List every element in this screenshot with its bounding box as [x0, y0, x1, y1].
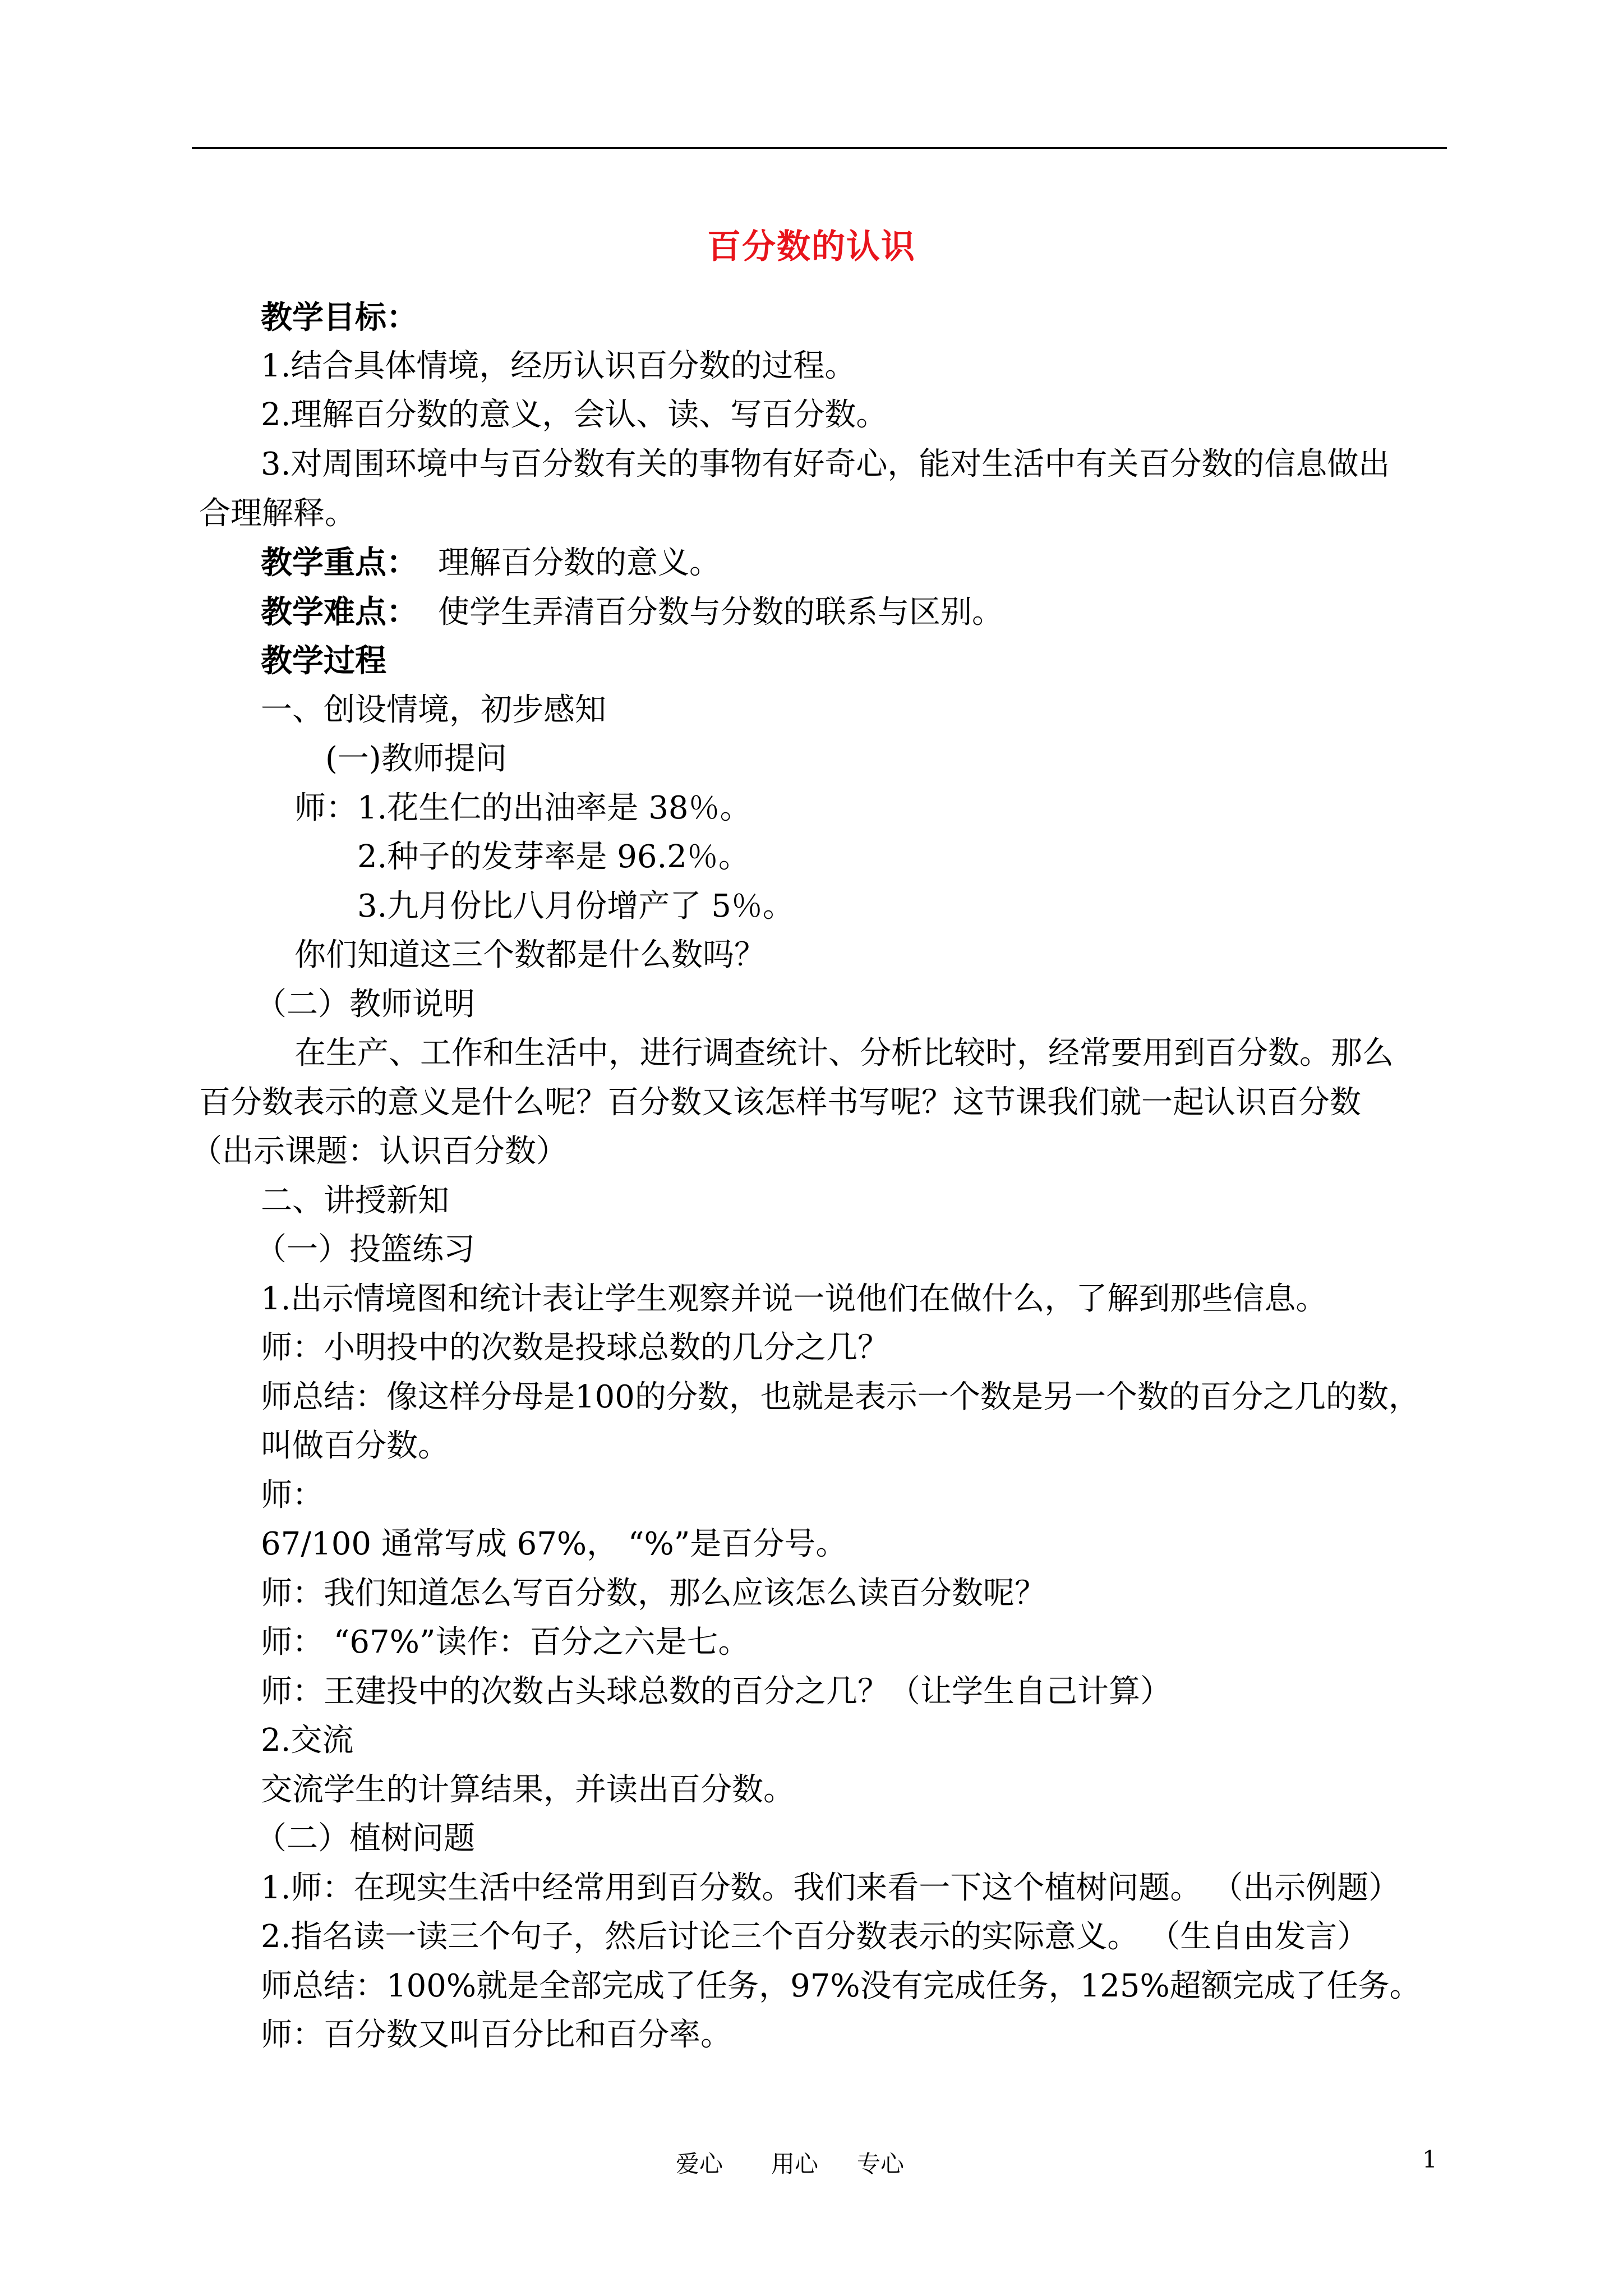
objective-item: 3.对周围环境中与百分数有关的事物有好奇心，能对生活中有关百分数的信息做出 — [261, 446, 1390, 482]
body-line: 在生产、工作和生活中，进行调查统计、分析比较时，经常要用到百分数。那么 — [294, 1035, 1394, 1071]
body-line: 你们知道这三个数都是什么数吗？ — [294, 937, 766, 973]
body-line: 3.九月份比八月份增产了 5％。 — [357, 888, 794, 924]
key-point-text: 理解百分数的意义。 — [438, 545, 721, 581]
body-line: 师：我们知道怎么写百分数，那么应该怎么读百分数呢？ — [261, 1575, 1046, 1612]
subsection-heading: （二）植树问题 — [255, 1820, 475, 1857]
body-line: 师总结：像这样分母是100的分数，也就是表示一个数是另一个数的百分之几的数， — [261, 1379, 1420, 1415]
body-line: 师总结：100%就是全部完成了任务，97%没有完成任务，125%超额完成了任务。 — [261, 1968, 1421, 2004]
body-line: 交流学生的计算结果，并读出百分数。 — [261, 1772, 795, 1808]
body-line: 师：1.花生仁的出油率是 38％。 — [294, 790, 751, 826]
body-line: 师：百分数又叫百分比和百分率。 — [261, 2017, 732, 2053]
body-line: 百分数表示的意义是什么呢？百分数又该怎样书写呢？这节课我们就一起认识百分数 — [199, 1084, 1361, 1121]
key-point-label: 教学重点： — [261, 544, 418, 581]
objective-item: 2.理解百分数的意义，会认、读、写百分数。 — [261, 397, 888, 433]
body-line: 2.种子的发芽率是 96.2％。 — [357, 839, 750, 875]
subsection-heading: （一）投篮练习 — [255, 1231, 475, 1268]
difficulty-label: 教学难点： — [261, 593, 418, 631]
footer-left: 爱心 — [676, 2150, 723, 2178]
body-line: 67/100 通常写成 67%， “%”是百分号。 — [261, 1526, 847, 1562]
difficulty-text: 使学生弄清百分数与分数的联系与区别。 — [438, 594, 1003, 631]
objectives-heading: 教学目标： — [261, 299, 418, 336]
key-point — [261, 544, 721, 581]
body-line: 师： — [261, 1477, 324, 1513]
body-line: 师：小明投中的次数是投球总数的几分之几？ — [261, 1329, 889, 1366]
footer-middle: 用心 — [771, 2150, 819, 2178]
body-line: 2.交流 — [261, 1722, 354, 1759]
header-rule — [192, 147, 1447, 149]
body-line: 叫做百分数。 — [261, 1428, 449, 1464]
body-line: 师：王建投中的次数占头球总数的百分之几？（让学生自己计算） — [261, 1673, 1172, 1710]
body-line: 2.指名读一读三个句子，然后讨论三个百分数表示的实际意义。 （生自由发言） — [261, 1918, 1369, 1955]
section-heading: 一、创设情境，初步感知 — [261, 692, 606, 728]
body-line: （出示课题：认识百分数） — [191, 1133, 568, 1170]
subsection-heading: (一)教师提问 — [325, 740, 507, 777]
page-number: 1 — [1422, 2146, 1437, 2173]
objective-item: 1.结合具体情境，经历认识百分数的过程。 — [261, 348, 856, 384]
process-heading: 教学过程 — [261, 642, 386, 679]
subsection-heading: （二）教师说明 — [255, 986, 475, 1023]
section-heading: 二、讲授新知 — [261, 1182, 449, 1219]
body-line: 1.出示情境图和统计表让学生观察并说一说他们在做什么，了解到那些信息。 — [261, 1281, 1327, 1317]
objective-item-continuation: 合理解释。 — [199, 495, 356, 532]
body-line: 师： “67%”读作：百分之六是七。 — [261, 1624, 750, 1660]
footer-right: 专心 — [857, 2150, 905, 2178]
document-title: 百分数的认识 — [707, 227, 916, 266]
body-line: 1.师：在现实生活中经常用到百分数。我们来看一下这个植树问题。 （出示例题） — [261, 1870, 1400, 1906]
difficulty — [261, 593, 1003, 631]
